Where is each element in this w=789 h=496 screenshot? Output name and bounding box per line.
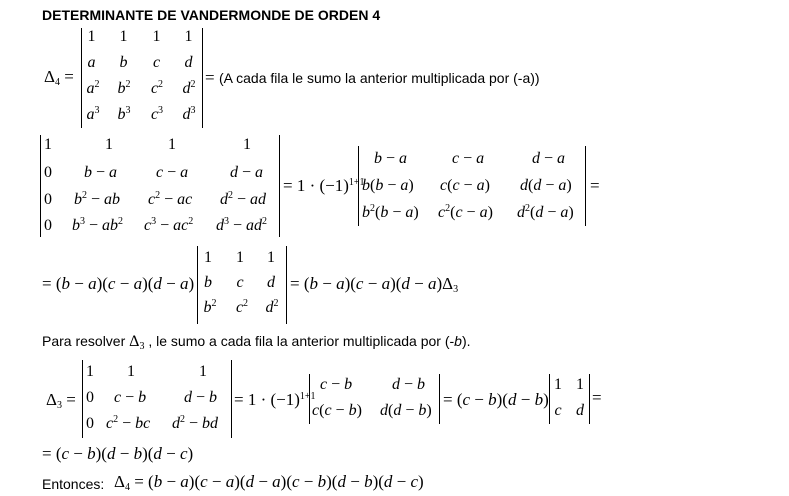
matrix-cell: 0 — [86, 389, 94, 406]
matrix-cell: 1 — [243, 136, 251, 153]
matrix-cell: c − b — [320, 376, 353, 393]
matrix-cell: c(c − b) — [312, 402, 362, 419]
det-bar-left — [82, 360, 83, 438]
matrix-cell: 1 — [204, 249, 212, 266]
matrix-cell: d − a — [532, 150, 566, 167]
matrix-cell: $c^2$ − bc — [106, 414, 151, 432]
matrix-cell: 1 — [86, 363, 94, 380]
matrix-cell: 1 — [199, 363, 207, 380]
matrix-cell: c — [152, 54, 161, 71]
matrix-cell: 0 — [44, 164, 52, 181]
factored-prefix: = (b − a)(c − a)(d − a) — [42, 274, 195, 293]
matrix-cell: c — [236, 274, 244, 291]
matrix-cell: $c^3 - ac^2$ — [144, 216, 194, 234]
det-bar-left — [549, 374, 550, 424]
matrix-cell: $a^3$ — [86, 105, 100, 123]
matrix-cell: c − a — [156, 164, 189, 181]
matrix-cell: $b^2(b - a)$ — [362, 203, 419, 221]
det-bar-right — [202, 28, 203, 128]
matrix-cell: 1 — [554, 376, 562, 393]
factored-result: = $(b - a)(c - a)(d - a)\Delta_3$ — [290, 274, 459, 295]
matrix-cell: b — [204, 274, 212, 291]
matrix-cell: b(b − a) — [362, 177, 414, 194]
det-bar-left — [40, 135, 41, 237]
matrix-cell: $d^3$ — [182, 105, 196, 123]
matrix-cell: $c^2$ — [150, 79, 164, 97]
delta4-lhs: $\Delta_4$ = — [44, 67, 74, 88]
det-bar-left — [358, 146, 359, 226]
cofactor-factor: = $1 \cdot (-1)^{1+1}$ — [283, 176, 365, 195]
det-bar-left — [309, 374, 310, 424]
matrix-cell: d(d − b) — [380, 402, 432, 419]
row-operation-note: (A cada fila le sumo la anterior multiplicada por (-a)) — [219, 70, 540, 86]
matrix-cell: b — [119, 54, 128, 71]
det-bar-right — [231, 360, 232, 438]
matrix-cell: 1 — [267, 249, 275, 266]
matrix-cell: $c^2(c - a)$ — [438, 203, 493, 221]
instruction-variable: b — [454, 333, 462, 349]
matrix-cell: $d^2$ − bd — [172, 414, 219, 432]
matrix-cell: $d^2$ − ad — [220, 190, 267, 208]
matrix-cell: d(d − a) — [520, 177, 572, 194]
final-formula: $\Delta_4 = (b - a)(c - a)(d - a)(c - b)(d - b)(d - c)$ — [114, 472, 424, 493]
matrix-cell: $d^2(d - a)$ — [517, 203, 574, 221]
matrix-cell: $c^2$ — [235, 298, 249, 316]
reduced-matrix-4 — [44, 136, 280, 236]
matrix-cell: b − a — [374, 150, 408, 167]
equals-sign: = — [590, 176, 600, 195]
matrix-cell: d − b — [184, 389, 218, 406]
vandermonde-matrix-2 — [552, 376, 590, 426]
vandermonde-matrix-4 — [84, 28, 204, 128]
det-bar-right — [589, 374, 590, 424]
matrix-cell: c(c − a) — [440, 177, 490, 194]
instruction-text: Para resolver $\Delta_3$ , le sumo a cada fila la anterior multiplicada por (-b). — [42, 333, 471, 352]
matrix-cell: 1 — [152, 28, 161, 45]
det-bar-right — [279, 135, 280, 237]
delta3-lhs: $\Delta_3$ = — [46, 390, 76, 411]
matrix-cell: $b^2$ — [117, 79, 131, 97]
matrix-cell: $d^3 - ad^2$ — [216, 216, 268, 234]
equals-sign: = — [592, 388, 602, 407]
matrix-cell: 0 — [44, 191, 52, 208]
cofactor-factor: = $1 \cdot (-1)^{1+1}$ — [234, 390, 316, 409]
matrix-cell: 1 — [184, 28, 193, 45]
matrix-cell: b − a — [84, 164, 118, 181]
det-bar-left — [197, 246, 198, 324]
matrix-cell: $d^2$ — [265, 298, 279, 316]
matrix-cell: c − b — [114, 389, 147, 406]
matrix-cell: 1 — [105, 136, 113, 153]
instruction-text-part: , le sumo a cada fila la anterior multiplicada por (- — [144, 333, 455, 349]
matrix-cell: c − a — [452, 150, 485, 167]
matrix-cell: $c^3$ — [150, 105, 164, 123]
matrix-cell: 1 — [236, 249, 244, 266]
matrix-cell: d − a — [230, 164, 264, 181]
equals-sign: = — [205, 68, 215, 87]
det-bar-right — [286, 246, 287, 324]
matrix-cell: d − b — [392, 376, 426, 393]
instruction-text-part: Para resolver — [42, 333, 130, 349]
minor-matrix-2 — [312, 376, 438, 426]
matrix-cell: d — [184, 54, 193, 71]
det-bar-right — [439, 374, 440, 424]
reduced-matrix-3 — [86, 363, 232, 439]
matrix-cell: $b^3 - ab^2$ — [72, 216, 124, 234]
matrix-cell: 1 — [168, 136, 176, 153]
conclusion-label: Entonces: — [42, 476, 105, 492]
matrix-cell: $d^2$ — [182, 79, 196, 97]
delta3-result: = (c − b)(d − b)(d − c) — [42, 444, 194, 463]
matrix-cell: $c^2$ − ac — [148, 190, 193, 208]
matrix-cell: 0 — [86, 415, 94, 432]
vandermonde-matrix-3 — [201, 249, 287, 325]
matrix-cell: c — [554, 402, 562, 419]
matrix-cell: 1 — [576, 376, 584, 393]
instruction-text-part: ). — [461, 333, 471, 349]
matrix-cell: a — [87, 54, 96, 71]
matrix-cell: d — [576, 402, 584, 419]
matrix-cell: $b^3$ — [117, 105, 131, 123]
matrix-cell: $b^2$ — [203, 298, 217, 316]
matrix-cell: 0 — [44, 217, 52, 234]
factored-mid: = (c − b)(d − b) — [443, 390, 549, 409]
matrix-cell: 1 — [87, 28, 96, 45]
matrix-cell: d — [267, 274, 275, 291]
document-title: DETERMINANTE DE VANDERMONDE DE ORDEN 4 — [42, 7, 381, 23]
det-bar-right — [585, 146, 586, 226]
minor-matrix-3 — [362, 150, 584, 230]
matrix-cell: 1 — [119, 28, 128, 45]
matrix-cell: $b^2$ − ab — [74, 190, 121, 208]
matrix-cell: 1 — [44, 136, 52, 153]
det-bar-left — [81, 28, 82, 128]
matrix-cell: $a^2$ — [86, 79, 100, 97]
matrix-cell: 1 — [127, 363, 135, 380]
